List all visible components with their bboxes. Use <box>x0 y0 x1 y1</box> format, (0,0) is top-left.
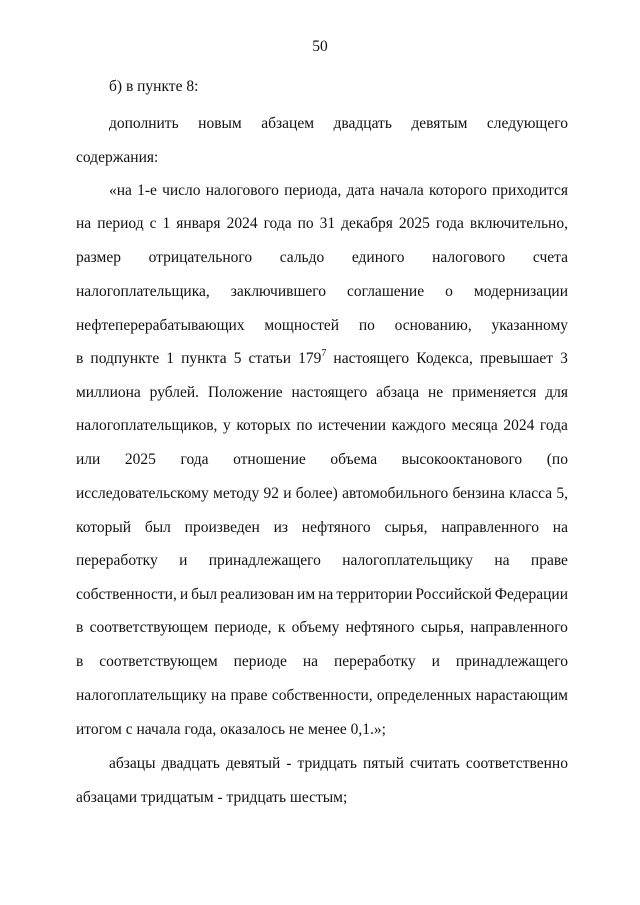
word: оказалось <box>220 721 286 738</box>
word: собственности, <box>271 687 373 704</box>
text-line <box>76 518 568 538</box>
word: исследовательскому <box>76 485 209 502</box>
word: отношение <box>233 451 306 468</box>
word: объему <box>291 619 340 636</box>
word: налогового <box>205 182 279 199</box>
word: пункте <box>137 78 183 95</box>
word: абзацами <box>76 789 138 806</box>
word: нарастающим <box>475 687 568 704</box>
text-line <box>76 720 568 740</box>
word: произведен <box>184 519 260 536</box>
word: не <box>288 721 305 738</box>
word: включительно, <box>469 215 568 232</box>
word: мощностей <box>264 317 340 334</box>
word: налогового <box>432 249 506 266</box>
word: к <box>277 619 286 636</box>
word: бензина <box>452 485 505 502</box>
word: на <box>302 653 319 670</box>
word: отрицательного <box>148 249 253 266</box>
text-line <box>76 450 568 470</box>
word: 1 <box>162 215 171 232</box>
superscript: 7 <box>321 347 327 359</box>
word: (по <box>546 451 568 468</box>
word: девятым <box>411 115 468 132</box>
word: в <box>76 653 84 670</box>
word: содержания: <box>76 149 159 166</box>
word: тридцатым <box>140 789 214 806</box>
text-line <box>76 686 568 706</box>
text-line <box>76 383 568 403</box>
word: класса <box>509 485 553 502</box>
word: менее <box>307 721 347 738</box>
word: в <box>76 350 84 367</box>
text-line <box>109 754 568 774</box>
word: итогом <box>76 721 122 738</box>
word: на <box>318 586 334 603</box>
word: 2024 <box>226 215 258 232</box>
word: основанию, <box>394 317 472 334</box>
word: абзацы <box>109 755 156 772</box>
word: более) <box>295 485 338 502</box>
word: года <box>539 417 568 434</box>
word: соответствующем <box>89 619 209 636</box>
word: им <box>297 586 316 603</box>
word: переработку <box>333 653 416 670</box>
word: с <box>149 215 157 232</box>
word: единого <box>351 249 405 266</box>
text-line <box>76 618 568 638</box>
word: периоде <box>233 653 287 670</box>
word: который <box>76 519 132 536</box>
word: 1-е <box>137 182 157 199</box>
word: которого <box>428 182 487 199</box>
word: переработку <box>76 552 158 569</box>
word: с <box>125 721 133 738</box>
text-line <box>76 585 568 605</box>
word: сырья, <box>384 519 428 536</box>
word: праве <box>530 552 568 569</box>
word: декабря <box>341 215 393 232</box>
word: указанному <box>491 317 568 334</box>
word: для <box>545 384 568 401</box>
word: по <box>296 417 313 434</box>
word: Федерации <box>494 586 568 603</box>
word: собственности, <box>76 586 177 603</box>
word: и <box>179 586 189 603</box>
word: нефтяного <box>345 619 415 636</box>
word: не <box>427 384 444 401</box>
word: праве <box>230 687 268 704</box>
word: принадлежащего <box>455 653 568 670</box>
word: 31 <box>319 215 336 232</box>
word: дата <box>346 182 375 199</box>
word: нефтеперерабатывающих <box>76 317 245 334</box>
word: 92 <box>263 485 279 502</box>
word: реализован <box>220 586 295 603</box>
word: 1 <box>166 350 175 367</box>
word: - <box>217 789 223 806</box>
word: о <box>445 283 453 300</box>
word: 0,1.»; <box>350 721 386 738</box>
word: 3 <box>560 350 568 367</box>
word: на <box>552 519 568 536</box>
word: приходится <box>492 182 568 199</box>
word: двадцать <box>161 755 220 772</box>
word: у <box>222 417 231 434</box>
word: Российской <box>415 586 492 603</box>
word: соответственно <box>465 755 568 772</box>
word: был <box>191 586 218 603</box>
word: пятый <box>362 755 404 772</box>
word: модернизации <box>473 283 568 300</box>
word: года <box>180 451 209 468</box>
text-line <box>76 484 568 504</box>
text-line <box>109 77 568 97</box>
word: применяется <box>452 384 537 401</box>
word: налогоплательщику <box>342 552 473 569</box>
word: 2024 <box>503 417 535 434</box>
word: по <box>358 317 375 334</box>
word: настоящего <box>291 384 368 401</box>
text-line <box>76 551 568 571</box>
word: истечении <box>318 417 387 434</box>
word: статьи <box>248 350 292 367</box>
word: на <box>76 215 92 232</box>
word: направленного <box>470 619 568 636</box>
word: 5 <box>233 350 242 367</box>
word: начала <box>379 182 424 199</box>
word: подпункте <box>90 350 160 367</box>
word: года <box>263 215 292 232</box>
word: счета <box>532 249 568 266</box>
word: считать <box>409 755 460 772</box>
word: Кодекса, <box>416 350 473 367</box>
text-line <box>76 416 568 436</box>
word: или <box>76 451 101 468</box>
text-line <box>109 114 568 134</box>
word: из <box>273 519 289 536</box>
word: высокооктанового <box>401 451 523 468</box>
word: в <box>76 619 84 636</box>
word: и <box>431 653 440 670</box>
word: заключившего <box>230 283 326 300</box>
word: шестым; <box>289 789 348 806</box>
word: число <box>162 182 201 199</box>
word: соответствующем <box>99 653 218 670</box>
word: пункта <box>181 350 227 367</box>
word: 8: <box>186 78 199 95</box>
word: следующего <box>486 115 568 132</box>
word: тридцать <box>226 789 287 806</box>
word: на <box>211 687 227 704</box>
word: 5, <box>556 485 568 502</box>
word: которых <box>236 417 291 434</box>
word: налогоплательщику <box>76 687 207 704</box>
text-line <box>76 282 568 302</box>
word: нефтяного <box>301 519 371 536</box>
word: принадлежащего <box>208 552 321 569</box>
word: и <box>283 485 292 502</box>
word: определенных <box>376 687 472 704</box>
word: и <box>179 552 188 569</box>
text-line <box>76 214 568 234</box>
word: направленного <box>441 519 540 536</box>
text-line <box>109 181 568 201</box>
word: территории <box>336 586 413 603</box>
word: налогоплательщиков, <box>76 417 218 434</box>
word: на <box>494 552 510 569</box>
word: превышает <box>479 350 554 367</box>
word: каждого <box>391 417 446 434</box>
word: настоящего <box>333 350 410 367</box>
word: новым <box>198 115 242 132</box>
word: рублей. <box>149 384 200 401</box>
word: девятый <box>225 755 281 772</box>
word: тридцать <box>297 755 357 772</box>
word: 2025 <box>398 215 430 232</box>
word: месяца <box>451 417 498 434</box>
text-line <box>76 148 568 168</box>
word: 179 <box>298 350 322 367</box>
word: абзаца <box>376 384 420 401</box>
word: методу <box>213 485 260 502</box>
text-line <box>76 349 568 369</box>
word: периода, <box>284 182 342 199</box>
word: размер <box>76 249 121 266</box>
word: миллиона <box>76 384 141 401</box>
word: начала <box>136 721 181 738</box>
word: января <box>176 215 221 232</box>
word: объема <box>330 451 378 468</box>
word-with-superscript <box>298 349 326 369</box>
word: по <box>297 215 314 232</box>
word: соглашение <box>347 283 425 300</box>
text-line <box>76 788 568 808</box>
word: 2025 <box>124 451 156 468</box>
word: года, <box>184 721 217 738</box>
word: дополнить <box>109 115 179 132</box>
word: автомобильного <box>342 485 449 502</box>
word: период <box>97 215 144 232</box>
word: налогоплательщика, <box>76 283 210 300</box>
word: двадцать <box>333 115 392 132</box>
word: периоде, <box>214 619 272 636</box>
page-number: 50 <box>312 38 328 55</box>
text-line <box>76 652 568 672</box>
word: б) <box>109 78 123 95</box>
word: «на <box>109 182 132 199</box>
word: Положение <box>207 384 283 401</box>
word: года <box>435 215 464 232</box>
word: сырья, <box>420 619 464 636</box>
word: в <box>125 78 134 95</box>
word: абзацем <box>261 115 315 132</box>
word: сальдо <box>279 249 325 266</box>
word: - <box>286 755 292 772</box>
text-line <box>76 316 568 336</box>
word: был <box>144 519 171 536</box>
text-line <box>76 248 568 268</box>
